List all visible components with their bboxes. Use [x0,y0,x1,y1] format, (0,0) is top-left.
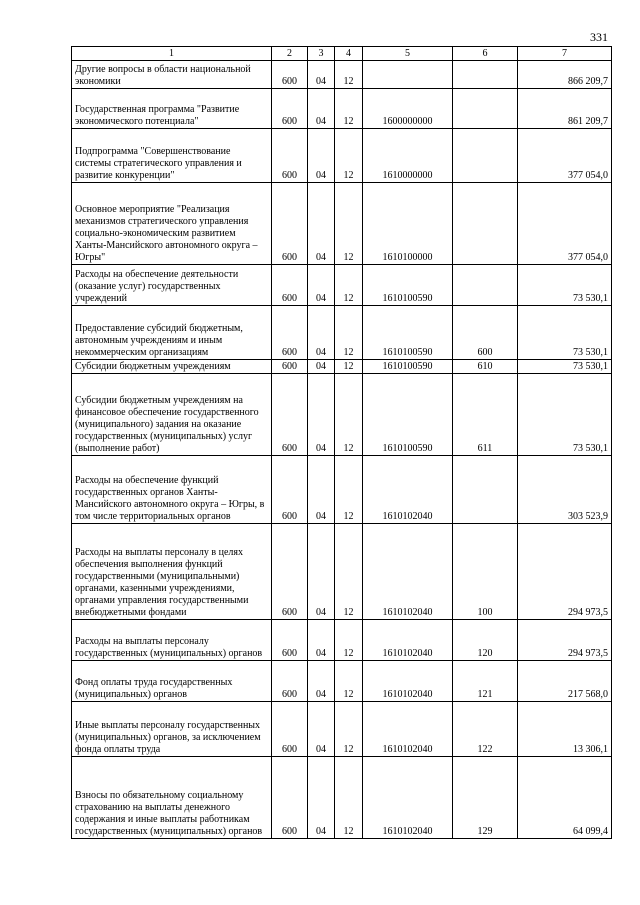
row-code-5: 1610100590 [363,360,453,374]
row-name: Расходы на обеспечение деятельности (оказание услуг) государственных учреждений [72,265,272,306]
row-amount: 294 973,5 [518,620,612,661]
row-code-6 [453,265,518,306]
row-code-3: 04 [308,524,335,620]
row-code-6: 121 [453,661,518,702]
row-code-5: 1610100000 [363,183,453,265]
row-name: Субсидии бюджетным учреждениям [72,360,272,374]
page-number: 331 [590,30,608,44]
row-code-5: 1610102040 [363,661,453,702]
row-code-4: 12 [335,61,363,89]
row-code-6: 611 [453,374,518,456]
row-code-3: 04 [308,89,335,129]
row-code-6 [453,89,518,129]
row-code-4: 12 [335,661,363,702]
row-name: Предоставление субсидий бюджетным, автономным учреждениям и иным некоммерческим организациям [72,306,272,360]
row-code-3: 04 [308,661,335,702]
row-name: Другие вопросы в области национальной экономики [72,61,272,89]
col-header-3: 3 [308,47,335,61]
row-code-4: 12 [335,306,363,360]
row-name: Основное мероприятие "Реализация механизмов стратегического управления социально-экономическим развитием Ханты-Мансийского автономного округа – Югры" [72,183,272,265]
table-row [72,661,612,702]
row-code-3: 04 [308,374,335,456]
row-amount: 73 530,1 [518,306,612,360]
table-row [72,306,612,360]
row-code-5: 1610100590 [363,374,453,456]
row-code-6 [453,129,518,183]
row-code-4: 12 [335,702,363,757]
table-row [72,360,612,374]
row-amount: 377 054,0 [518,183,612,265]
row-code-5: 1610102040 [363,524,453,620]
row-name: Расходы на обеспечение функций государственных органов Ханты-Мансийского автономного округа – Югры, в том числе территориальных органов [72,456,272,524]
row-name: Государственная программа "Развитие экономического потенциала" [72,89,272,129]
row-code-2: 600 [272,89,308,129]
row-amount: 303 523,9 [518,456,612,524]
row-code-2: 600 [272,456,308,524]
row-code-4: 12 [335,129,363,183]
row-amount: 73 530,1 [518,374,612,456]
row-amount: 73 530,1 [518,360,612,374]
col-header-2: 2 [272,47,308,61]
row-amount: 64 099,4 [518,757,612,839]
row-amount: 294 973,5 [518,524,612,620]
row-code-3: 04 [308,757,335,839]
row-code-6: 610 [453,360,518,374]
row-amount: 861 209,7 [518,89,612,129]
row-code-2: 600 [272,360,308,374]
row-name: Фонд оплаты труда государственных (муниципальных) органов [72,661,272,702]
table-row [72,620,612,661]
row-code-4: 12 [335,620,363,661]
table-row [72,183,612,265]
table-row [72,456,612,524]
col-header-5: 5 [363,47,453,61]
row-code-3: 04 [308,702,335,757]
row-code-4: 12 [335,89,363,129]
row-code-5: 1610102040 [363,702,453,757]
row-code-5: 1610102040 [363,456,453,524]
row-code-2: 600 [272,306,308,360]
table-row [72,374,612,456]
row-code-2: 600 [272,620,308,661]
row-code-3: 04 [308,456,335,524]
row-code-4: 12 [335,360,363,374]
row-code-2: 600 [272,265,308,306]
row-code-6: 120 [453,620,518,661]
row-code-5: 1610000000 [363,129,453,183]
row-code-2: 600 [272,702,308,757]
row-name: Расходы на выплаты персоналу государственных (муниципальных) органов [72,620,272,661]
col-header-1: 1 [72,47,272,61]
table-row [72,89,612,129]
row-name: Расходы на выплаты персоналу в целях обеспечения выполнения функций государственными (муниципальными) органами, казенными учреждениями, органами управления государственными внебюджетными фондами [72,524,272,620]
table-row [72,129,612,183]
row-code-2: 600 [272,661,308,702]
col-header-7: 7 [518,47,612,61]
row-code-6 [453,183,518,265]
row-code-4: 12 [335,524,363,620]
row-code-6: 100 [453,524,518,620]
row-amount: 866 209,7 [518,61,612,89]
table-row [72,757,612,839]
row-code-4: 12 [335,265,363,306]
row-code-5: 1610100590 [363,306,453,360]
row-code-6 [453,61,518,89]
row-code-3: 04 [308,183,335,265]
row-code-3: 04 [308,61,335,89]
row-code-5: 1610102040 [363,757,453,839]
table-row [72,61,612,89]
table-row [72,702,612,757]
row-code-2: 600 [272,374,308,456]
header-row [72,47,612,61]
row-code-4: 12 [335,456,363,524]
row-code-2: 600 [272,61,308,89]
row-code-3: 04 [308,306,335,360]
row-code-6: 122 [453,702,518,757]
row-code-3: 04 [308,360,335,374]
row-code-4: 12 [335,757,363,839]
col-header-4: 4 [335,47,363,61]
row-code-3: 04 [308,620,335,661]
row-code-6: 600 [453,306,518,360]
budget-table [71,46,612,839]
row-name: Субсидии бюджетным учреждениям на финансовое обеспечение государственного (муниципального) задания на оказание государственных (муниципальных) услуг (выполнение работ) [72,374,272,456]
row-amount: 377 054,0 [518,129,612,183]
row-code-5: 1610100590 [363,265,453,306]
row-amount: 73 530,1 [518,265,612,306]
row-code-5: 1610102040 [363,620,453,661]
row-code-6: 129 [453,757,518,839]
col-header-6: 6 [453,47,518,61]
row-code-6 [453,456,518,524]
row-code-2: 600 [272,524,308,620]
row-amount: 217 568,0 [518,661,612,702]
row-code-5: 1600000000 [363,89,453,129]
row-code-2: 600 [272,129,308,183]
row-code-3: 04 [308,129,335,183]
table-row [72,265,612,306]
row-code-2: 600 [272,183,308,265]
row-code-2: 600 [272,757,308,839]
row-name: Взносы по обязательному социальному страхованию на выплаты денежного содержания и иные выплаты работникам государственных (муниципальных) органов [72,757,272,839]
row-name: Подпрограмма "Совершенствование системы стратегического управления и развитие конкуренции" [72,129,272,183]
row-name: Иные выплаты персоналу государственных (муниципальных) органов, за исключением фонда оплаты труда [72,702,272,757]
table-row [72,524,612,620]
row-code-4: 12 [335,183,363,265]
row-code-3: 04 [308,265,335,306]
row-code-4: 12 [335,374,363,456]
row-code-5 [363,61,453,89]
row-amount: 13 306,1 [518,702,612,757]
